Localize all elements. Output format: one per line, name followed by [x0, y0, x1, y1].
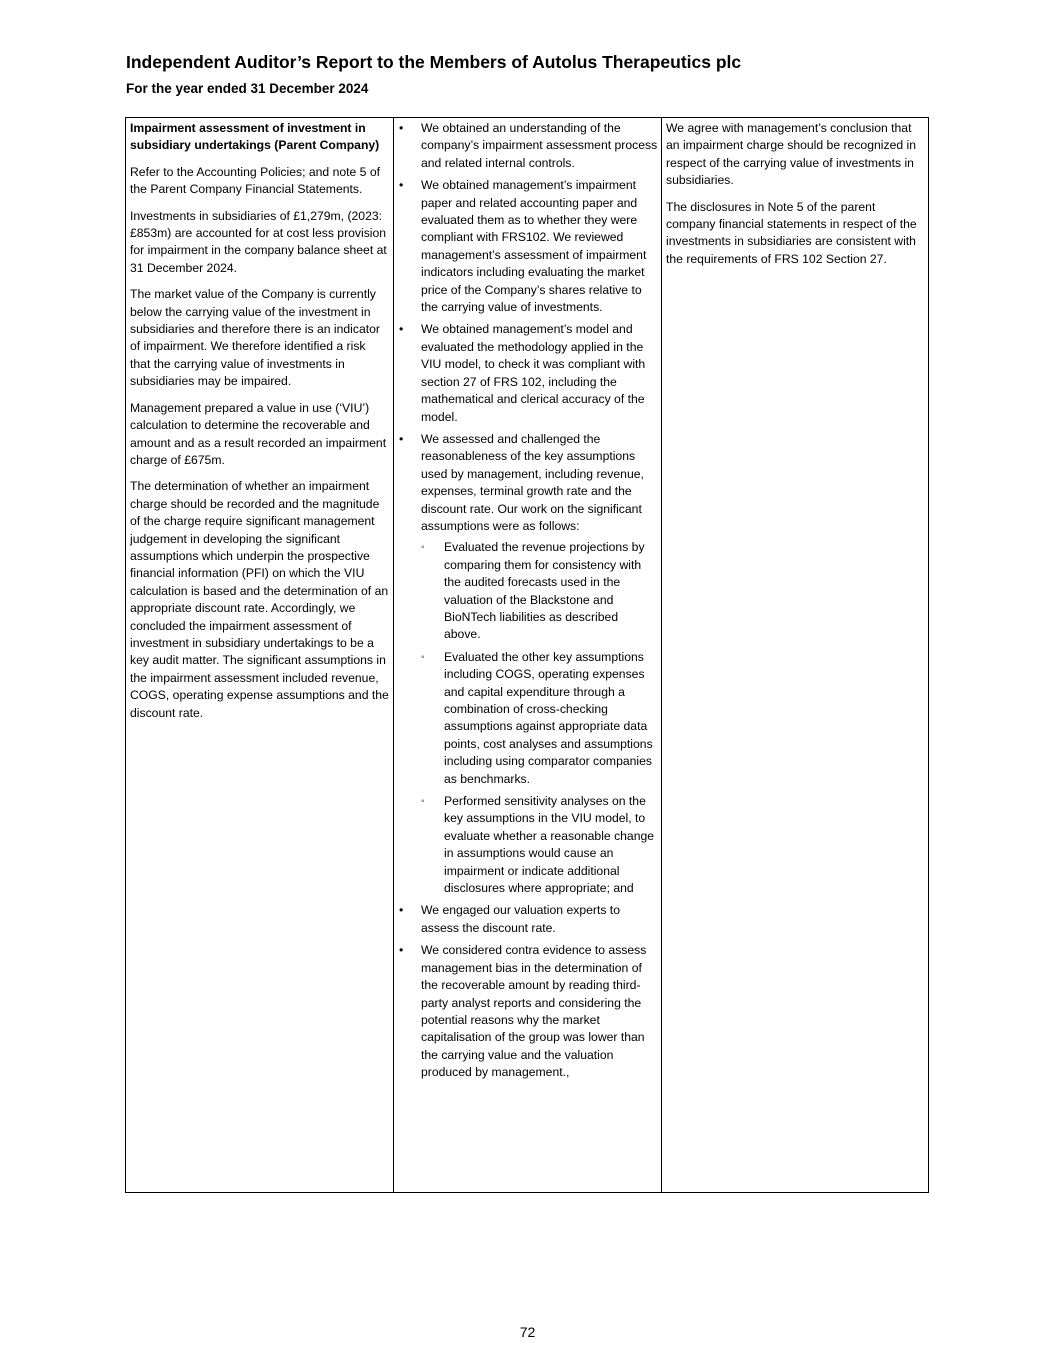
audit-procedure-text: We obtained management’s model and evaluated the methodology applied in the VIU model, to check it was compliant with section 27 of FRS 102, including the mathematical and clerical accuracy of the model. [421, 322, 646, 424]
audit-procedure-text: We engaged our valuation experts to assess the discount rate. [421, 903, 620, 935]
assumption-procedures-list [421, 539, 658, 897]
matter-paragraph: Management prepared a value in use (‘VIU’) calculation to determine the recoverable and amount and as a result recorded an impairment charge of £675m. [130, 400, 387, 467]
audit-procedure-text: We obtained management’s impairment paper and related accounting paper and evaluated them as to whether they were compliant with FRS102. We reviewed management’s assessment of impairment indicators including evaluating the market price of the Company’s shares relative to the carrying value of investments. [421, 178, 647, 315]
report-title: Independent Auditor’s Report to the Members of Autolus Therapeutics plc [126, 52, 742, 72]
audit-procedure-text: We obtained an understanding of the company’s impairment assessment process and related internal controls. [421, 121, 658, 170]
assumption-procedure-item: ◦ Evaluated the revenue projections by comparing them for consistency with the audited forecasts used in the valuation of the Blackstone and BioNTech liabilities as described above. [421, 539, 658, 643]
conclusion-paragraph: We agree with management’s conclusion that an impairment charge should be recognized in respect of the carrying value of investments in subsidiaries. [666, 121, 916, 188]
matter-column [126, 118, 394, 1192]
audit-procedure-item [398, 177, 658, 316]
conclusion-column [662, 118, 928, 1192]
audit-procedure-text: We assessed and challenged the reasonableness of the key assumptions used by management, including revenue, expenses, terminal growth rate and the discount rate. Our work on the significant assumptions were as follows: [421, 431, 644, 533]
audit-procedure-item [398, 942, 658, 1081]
page-number: 72 [519, 1324, 536, 1340]
matter-paragraph: Investments in subsidiaries of £1,279m, (2023: £853m) are accounted for at cost less provision for impairment in the company balance sheet at 31 December 2024. [130, 208, 387, 275]
audit-procedure-item [398, 321, 658, 425]
audit-procedure-item [398, 431, 658, 898]
matter-heading: Impairment assessment of investment in subsidiary undertakings (Parent Company) [130, 121, 380, 153]
key-audit-matter-table [125, 117, 929, 1193]
matter-paragraph: Refer to the Accounting Policies; and note 5 of the Parent Company Financial Statements. [130, 164, 381, 197]
matter-paragraph: The market value of the Company is currently below the carrying value of the investment in subsidiaries and therefore there is an indicator of impairment. We therefore identified a risk that the carrying value of investments in subsidiaries may be impaired. [130, 287, 380, 389]
audit-procedure-item [398, 120, 658, 172]
audit-procedure-item [398, 902, 658, 937]
report-period: For the year ended 31 December 2024 [126, 81, 369, 96]
conclusion-paragraph: The disclosures in Note 5 of the parent company financial statements in respect of the investments in subsidiaries are consistent with the requirements of FRS 102 Section 27. [666, 199, 917, 266]
assumption-procedure-item: ◦ Evaluated the other key assumptions including COGS, operating expenses and capital expenditure through a combination of cross-checking assumptions against appropriate data points, cost analyses and assumptions including using comparator companies as benchmarks. [421, 649, 658, 788]
matter-paragraph: The determination of whether an impairment charge should be recorded and the magnitude of the charge require significant management judgement in developing the significant assumptions which underpin the prospective financial information (PFI) on which the VIU calculation is based and the determination of an appropriate discount rate. Accordingly, we concluded the impairment assessment of investment in subsidiary undertakings to be a key audit matter. The significant assumptions in the impairment assessment included revenue, COGS, operating expense assumptions and the discount rate. [130, 479, 389, 720]
assumption-procedure-item: ◦ Performed sensitivity analyses on the key assumptions in the VIU model, to evaluate whether a reasonable change in assumptions would cause an impairment or indicate additional disclosures where appropriate; and [421, 793, 658, 897]
audit-response-column [394, 118, 662, 1192]
audit-procedure-text: We considered contra evidence to assess management bias in the determination of the recoverable amount by reading third-party analyst reports and considering the potential reasons why the market capitalisation of the group was lower than the carrying value and the valuation produced by management., [421, 943, 647, 1080]
audit-procedures-list [398, 120, 658, 1082]
